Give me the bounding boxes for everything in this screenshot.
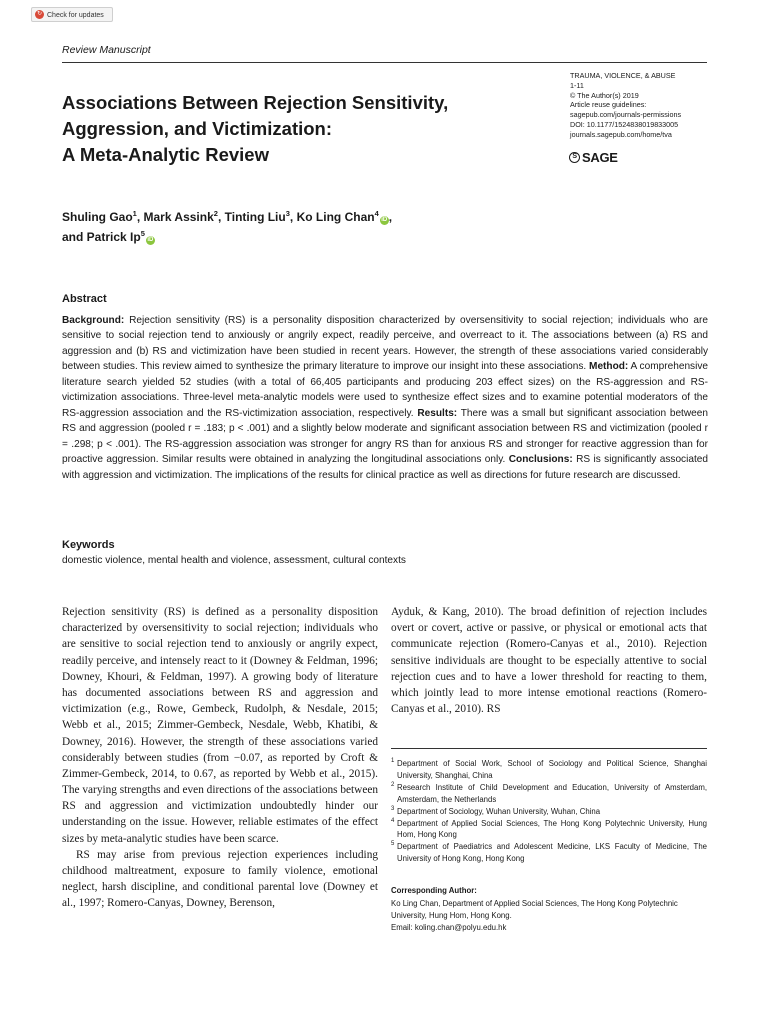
affiliation-footnotes [391, 758, 707, 865]
publisher-name: SAGE [582, 150, 618, 165]
results-text: There was a small but significant association between RS and aggression (pooled r = .183; p < .001) and a slightly below moderate and significant association between RS and victimization (pooled r = .298; p < .001). The RS-aggression association was stronger for angry RS than for anxious RS and stronger for reactive aggression than for proactive aggression. Similar results were obtained in analyzing the longitudinal associations only. [62, 407, 708, 466]
body-paragraph: RS may arise from previous rejection experiences including childhood maltreatment, exposure to family violence, emotional neglect, harsh discipline, and conditional parental love (Downey et al., 1997; Romero-Canyas, Downey, Berenson, [62, 848, 378, 910]
reuse-label: Article reuse guidelines: [570, 100, 647, 110]
method-text: A comprehensive literature search yielded 52 studies (with a total of 66,405 participants and producing 203 effect sizes) on the RS-aggression and RS-victimization associations. Three-level meta-analytic models were used to synthesize effect sizes and to examine potential moderators of the RS-aggression association and the RS-victimization association, respectively. [62, 361, 709, 419]
affiliation-mark: 2 [213, 209, 218, 218]
author-name: Shuling Gao [62, 210, 133, 224]
affiliation-mark: 5 [140, 229, 145, 238]
conclusions-label: Conclusions: [508, 454, 573, 466]
affiliation-mark: 3 [285, 209, 290, 218]
orcid-icon[interactable]: iD [381, 217, 388, 223]
permissions-link[interactable]: sagepub.com/journals-permissions [570, 110, 682, 120]
background-text: Rejection sensitivity (RS) is a personality disposition characterized by oversensitivity to social rejection; individuals who are sensitive to social rejection tend to anxiously or angrily expect, readily perceive, and overreact to it. The associations between (a) RS and aggression and (b) RS and victimization have been studied in recent years. However, the strength of these associations varied considerably between studies. This review aimed to synthesize the primary literature to improve our insight into these associations. [62, 315, 708, 373]
journal-home-link[interactable]: journals.sagepub.com/home/tva [570, 129, 672, 139]
results-label: Results: [417, 407, 458, 419]
conclusions-text: RS is significantly associated with aggression and victimization. The implications of the results for clinical practice as well as directions for future research are discussed. [62, 454, 708, 481]
body-column-left [62, 604, 378, 912]
copyright: © The Author(s) 2019 [570, 90, 639, 100]
affiliation-footnote: 1 Department of Social Work, School of Sociology and Political Science, Shanghai University, Shanghai, China [391, 758, 707, 780]
doi-link[interactable]: DOI: 10.1177/1524838019833005 [570, 119, 679, 129]
keywords-text: domestic violence, mental health and violence, assessment, cultural contexts [62, 555, 406, 566]
affiliation-footnote: 2 Research Institute of Child Development and Education, University of Amsterdam, Amsterdam, the Netherlands [391, 781, 707, 804]
sage-logo-icon: S [569, 152, 580, 163]
article-type-label: Review Manuscript [62, 44, 151, 56]
article-title [62, 90, 562, 168]
author-name: Patrick Ip [86, 230, 141, 244]
affiliation-footnote: 5 Department of Paediatrics and Adolescent Medicine, LKS Faculty of Medicine, The University of Hong Kong, Hong Kong [391, 841, 707, 864]
body-paragraph: Ayduk, & Kang, 2010). The broad definition of rejection includes overt or covert, active or passive, or physical or emotional acts that communicate rejection (Romero-Canyas et al., 2010). Rejection sensitive individuals are thought to be especially attentive to social rejection cues and to have a lower threshold for reacting to them, which jointly lead to more intense emotional reactions (Romero-Canyas et al., 2010). RS [391, 606, 707, 716]
affiliation-mark: 4 [374, 209, 379, 218]
orcid-icon[interactable]: iD [147, 237, 154, 243]
page-range: 1-11 [570, 80, 584, 90]
author-name: Tinting Liu [224, 210, 286, 224]
abstract-text [62, 313, 708, 483]
keywords-heading: Keywords [62, 539, 115, 551]
corresponding-author-heading: Corresponding Author: [391, 886, 477, 895]
author-name: Mark Assink [143, 210, 214, 224]
corresponding-author-details [391, 898, 707, 934]
abstract-heading: Abstract [62, 293, 107, 305]
author-name: Ko Ling Chan [296, 210, 375, 224]
method-label: Method: [589, 361, 629, 373]
sage-logo [569, 150, 618, 165]
body-paragraph: Rejection sensitivity (RS) is defined as a personality disposition characterized by oversensitivity to social rejection; individuals who are sensitive to social rejection tend to anxiously or angrily expect, readily perceive, and intensely react to it (Downey & Feldman, 1996; Downey, Khouri, & Feldman, 1997). A growing body of literature has documented associations between RS and aggression and victimization (e.g., Rowe, Gembeck, Rudolph, & Nesdale, 2015; Webb et al., 2015; Zimmer-Gembeck, Nesdale, Webb, Khatibi, & Downey, 2016). However, the strength of these associations varied considerably between studies (from −0.07, as reported by Croft & Zimmer-Gembeck, 2014, to 0.67, as reported by Webb et al., 2015). The varying strengths and even directions of the associations between RS and aggression and victimization undoubtedly hinder our understanding on the issue. However, reliable estimates of the effect sizes by meta-analytic studies have been scarce. [62, 606, 378, 845]
refresh-icon: ↻ [36, 11, 43, 17]
journal-name: TRAUMA, VIOLENCE, & ABUSE [570, 71, 676, 80]
corresponding-author-address: Ko Ling Chan, Department of Applied Social Sciences, The Hong Kong Polytechnic University, Hung Hom, Hong Kong. [391, 899, 678, 920]
check-for-updates-badge[interactable] [31, 7, 113, 22]
corresponding-author-email[interactable]: Email: koling.chan@polyu.edu.hk [391, 923, 507, 932]
footnote-rule [391, 748, 707, 749]
body-column-right [391, 604, 707, 717]
affiliation-footnote: 4 Department of Applied Social Sciences, The Hong Kong Polytechnic University, Hung Hom, Hong Kong [391, 817, 707, 840]
title-line: Associations Between Rejection Sensitivity, [62, 92, 449, 113]
header-rule [62, 62, 707, 63]
affiliation-footnote: 3 Department of Sociology, Wuhan University, Wuhan, China [391, 805, 601, 816]
author-line: Shuling Gao$^1$, Mark Assink$^2$, Tinting Liu$^3$, Ko Ling Chan$^4$iD , [62, 209, 393, 224]
affiliation-mark: 1 [132, 209, 137, 218]
author-list [62, 207, 392, 247]
title-line: A Meta-Analytic Review [62, 144, 269, 165]
check-for-updates-label: Check for updates [47, 12, 104, 19]
title-line: Aggression, and Victimization: [62, 118, 333, 139]
author-line: and Patrick Ip$^5$iD [62, 229, 154, 244]
journal-info [570, 71, 681, 140]
background-label: Background: [62, 315, 125, 326]
